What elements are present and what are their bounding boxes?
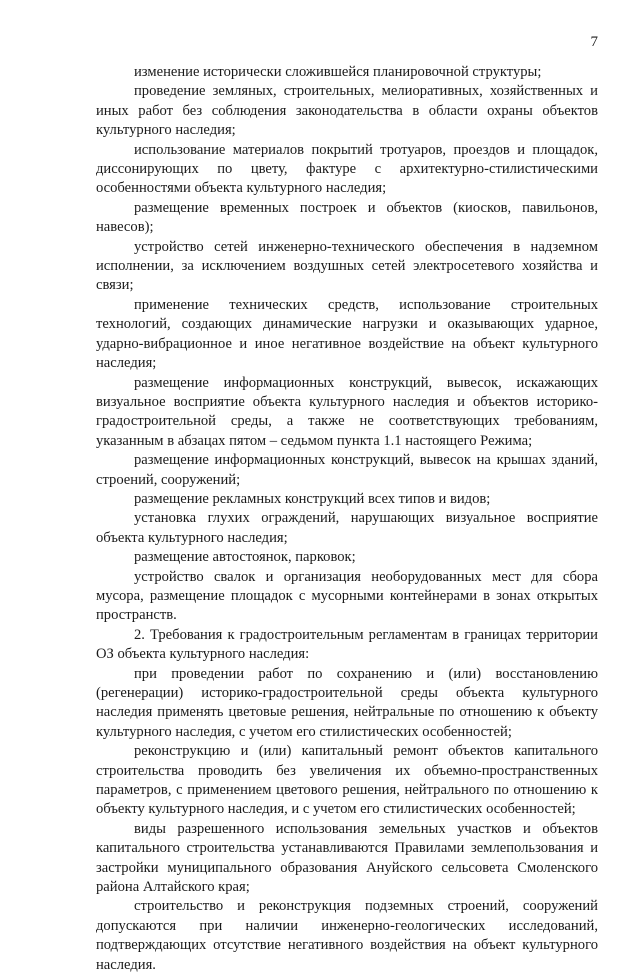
- page-number: 7: [590, 34, 598, 50]
- paragraph-13: 2. Требования к градостроительным регламентам в границах территории ОЗ объекта культурного наследия:: [96, 626, 598, 663]
- paragraph-6: применение технических средств, использование строительных технологий, создающих динамические нагрузки и оказывающих ударное, ударно-вибрационное и иное негативное воздействие на объект культурного наследия;: [96, 296, 598, 372]
- paragraph-15: реконструкцию и (или) капитальный ремонт объектов капитального строительства проводить без увеличения их объемно-пространственных параметров, с применением цветового решения, нейтрального по отношению к объекту культурного наследия, и с учетом его стилистических особенностей;: [96, 743, 598, 818]
- paragraph-17: строительство и реконструкция подземных строений, сооружений допускаются при наличии инженерно-геологических исследований, подтверждающих отсутствие негативного воздействия на объект культурного наследия.: [96, 898, 598, 973]
- paragraph-1: изменение исторически сложившейся планировочной структуры;: [134, 64, 542, 80]
- paragraph-12: устройство свалок и организация необорудованных мест для сбора мусора, размещение площадок с мусорными контейнерами в зонах открытых пространств.: [96, 568, 598, 624]
- paragraph-11: размещение автостоянок, парковок;: [134, 549, 356, 566]
- paragraph-10: установка глухих ограждений, нарушающих визуальное восприятие объекта культурного наследия;: [96, 510, 598, 546]
- paragraph-5: устройство сетей инженерно-технического обеспечения в надземном исполнении, за исключением воздушных сетей электросетевого хозяйства и связи;: [96, 238, 598, 294]
- paragraph-4: размещение временных построек и объектов (киосков, павильонов, навесов);: [96, 199, 598, 236]
- paragraph-8: размещение информационных конструкций, вывесок на крышах зданий, строений, сооружений;: [96, 452, 598, 488]
- paragraph-3: использование материалов покрытий тротуаров, проездов и площадок, диссонирующих по цвету, фактуре с архитектурно-стилистическими особенностями объекта культурного наследия;: [96, 141, 598, 197]
- paragraph-7: размещение информационных конструкций, вывесок, искажающих визуальное восприятие объекта культурного наследия и объектов историко-градостроительной среды, а также не соответствующих требованиям, указанным в абзацах пятом – седьмом пункта 1.1 настоящего Режима;: [96, 374, 598, 449]
- paragraph-14: при проведении работ по сохранению и (или) восстановлению (регенерации) историко-градостроительной среды объекта культурного наследия применять цветовые решения, нейтральные по отношению к объекту культурного наследия, с учетом его стилистических особенностей;: [96, 665, 598, 740]
- paragraph-9: размещение рекламных конструкций всех типов и видов;: [134, 490, 491, 507]
- paragraph-16: виды разрешенного использования земельных участков и объектов капитального строительства устанавливаются Правилами землепользования и застройки муниципального образования Ануйского сельсовета Смоленского района Алтайского края;: [96, 820, 598, 896]
- paragraph-2: проведение земляных, строительных, мелиоративных, хозяйственных и иных работ без соблюдения законодательства в области охраны объектов культурного наследия;: [96, 83, 598, 139]
- document-body: [96, 63, 598, 975]
